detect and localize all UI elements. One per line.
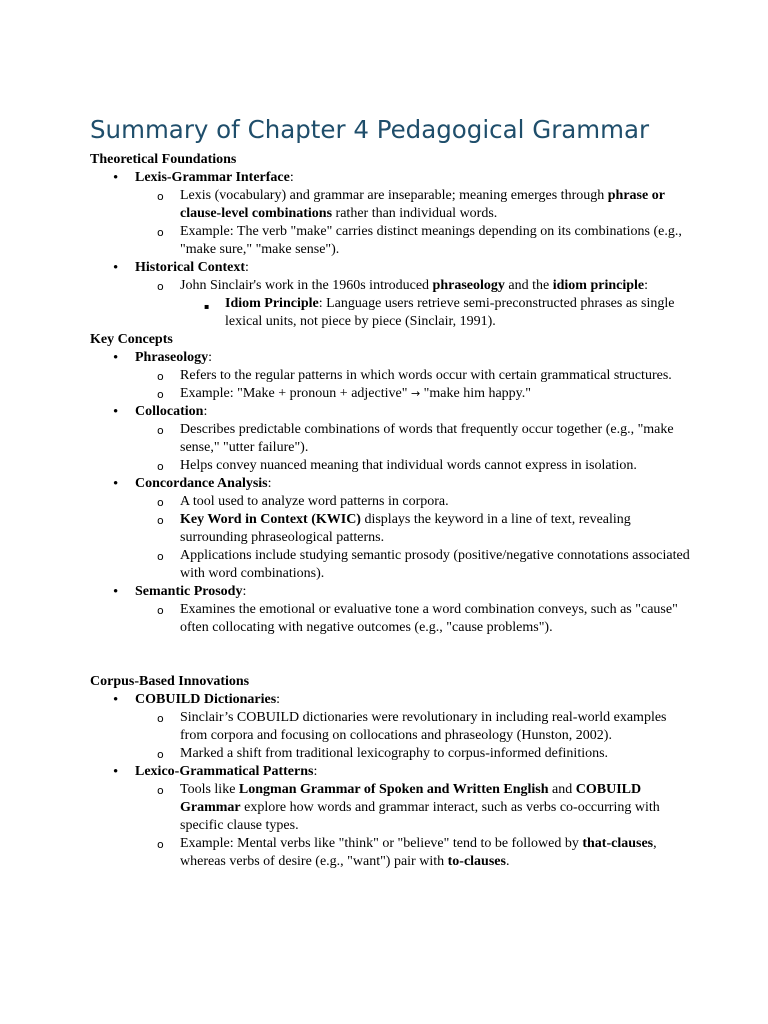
list-item: o Example: "Make + pronoun + adjective" → "make him happy." [135, 385, 690, 403]
bullet-list [90, 691, 690, 871]
circle-bullet-icon: o [157, 226, 164, 239]
circle-bullet-icon: o [157, 514, 164, 527]
circle-bullet-icon: o [157, 280, 164, 293]
list-item: o Example: The verb "make" carries distinct meanings depending on its combinations (e.g., "make sure," "make sense"). [157, 224, 682, 257]
term: Lexico-Grammatical Patterns [135, 764, 314, 779]
term: COBUILD Dictionaries [135, 692, 277, 707]
bullet-icon: • [113, 350, 119, 366]
section-heading: Theoretical Foundations [90, 152, 237, 167]
list-item: o Refers to the regular patterns in which words occur with certain grammatical structures. [135, 367, 690, 385]
term: Phraseology [135, 350, 209, 365]
section-key-concepts [90, 331, 690, 637]
bullet-icon: • [113, 764, 119, 780]
term: Lexis-Grammar Interface [135, 170, 290, 185]
bullet-icon: • [113, 260, 119, 276]
circle-bullet-icon: o [157, 604, 164, 617]
term: Historical Context [135, 260, 246, 275]
circle-bullet-icon: o [157, 496, 164, 509]
list-item: o A tool used to analyze word patterns in corpora. [135, 493, 690, 511]
circle-bullet-icon: o [157, 190, 164, 203]
circle-bullet-icon: o [157, 460, 164, 473]
section-corpus-based-innovations [90, 673, 690, 871]
list-item: o Applications include studying semantic prosody (positive/negative connotations associated with word combinations). [157, 548, 690, 581]
circle-bullet-icon: o [157, 838, 164, 851]
circle-bullet-icon: o [157, 712, 164, 725]
list-item: o Marked a shift from traditional lexicography to corpus-informed definitions. [135, 745, 690, 763]
list-item: o Sinclair’s COBUILD dictionaries were revolutionary in including real-world examples from corpora and focusing on collocations and phraseology (Hunston, 2002). [157, 710, 667, 743]
circle-bullet-icon: o [157, 748, 164, 761]
list-item: • Collocation: o Describes predictable combinations of words that frequently occur together (e.g., "make sense," "utter failure"). o Helps convey nuanced meaning that individual words cannot express in isolation. [90, 403, 690, 475]
circle-bullet-icon: o [157, 370, 164, 383]
term: Collocation [135, 404, 204, 419]
bullet-icon: • [113, 584, 119, 600]
bullet-icon: • [113, 692, 119, 708]
list-item: o Describes predictable combinations of words that frequently occur together (e.g., "make sense," "utter failure"). [157, 422, 674, 455]
section-heading: Corpus-Based Innovations [90, 674, 250, 689]
section-theoretical-foundations [90, 151, 690, 331]
bullet-list [90, 169, 690, 331]
arrow-right-icon: → [410, 387, 421, 400]
term: Semantic Prosody [135, 584, 243, 599]
bullet-icon: • [113, 476, 119, 492]
document-body [90, 113, 690, 871]
list-item: o Lexis (vocabulary) and grammar are inseparable; meaning emerges through phrase or clause-level combinations rather than individual words. [157, 188, 665, 221]
bullet-icon: • [113, 404, 119, 420]
section-heading: Key Concepts [90, 332, 173, 347]
term: Concordance Analysis [135, 476, 268, 491]
list-item: • COBUILD Dictionaries: o Sinclair’s COBUILD dictionaries were revolutionary in including real-world examples from corpora and focusing on collocations and phraseology (Hunston, 2002). o Marked a shift from traditional lexicography to corpus-informed definitions. [90, 691, 690, 763]
square-bullet-icon: ▪ [204, 302, 210, 311]
list-item: o Tools like Longman Grammar of Spoken and Written English and COBUILD Grammar explore how words and grammar interact, such as verbs co-occurring with specific clause types. [157, 782, 660, 833]
bullet-icon: • [113, 170, 119, 186]
page-title: Summary of Chapter 4 Pedagogical Grammar [90, 115, 650, 144]
list-item: o Key Word in Context (KWIC) displays the keyword in a line of text, revealing surrounding phraseological patterns. [157, 512, 631, 545]
list-item: o John Sinclair's work in the 1960s introduced phraseology and the idiom principle: ▪ Idiom Principle: Language users retrieve semi-preconstructed phrases as single lexical units, not piece by piece (Sinclair, 1991). [135, 277, 690, 331]
bullet-list [90, 349, 690, 637]
list-item: o Examines the emotional or evaluative tone a word combination conveys, such as "cause" often collocating with negative outcomes (e.g., "cause problems"). [157, 602, 678, 635]
list-item: • Phraseology: o Refers to the regular patterns in which words occur with certain grammatical structures. o Example: "Make + pronoun + adjective" → "make him happy." [90, 349, 690, 403]
circle-bullet-icon: o [157, 424, 164, 437]
list-item: • Concordance Analysis: o A tool used to analyze word patterns in corpora. o Key Word in Context (KWIC) displays the keyword in a line of text, revealing surrounding phraseological patterns. o Applications include studying semantic prosody (positive/negative connotations associated with word combinations). [113, 476, 690, 581]
list-item: o Example: Mental verbs like "think" or "believe" tend to be followed by that-clauses, whereas verbs of desire (e.g., "want") pair with to-clauses. [157, 836, 657, 869]
list-item: • Lexico-Grammatical Patterns: o Tools like Longman Grammar of Spoken and Written English and COBUILD Grammar explore how words and grammar interact, such as verbs co-occurring with specific clause types. o Example: Mental verbs like "think" or "believe" tend to be followed by that-clauses, whereas verbs of desire (e.g., "want") pair with to-clauses. [90, 763, 690, 871]
circle-bullet-icon: o [157, 784, 164, 797]
list-item: o Helps convey nuanced meaning that individual words cannot express in isolation. [135, 457, 690, 475]
circle-bullet-icon: o [157, 388, 164, 401]
list-item: • Lexis-Grammar Interface: o Lexis (vocabulary) and grammar are inseparable; meaning emerges through phrase or clause-level combinations rather than individual words. o Example: The verb "make" carries distinct meanings depending on its combinations (e.g., "make sure," "make sense"). [90, 169, 690, 259]
list-item: • Historical Context: o John Sinclair's work in the 1960s introduced phraseology and the idiom principle: ▪ Idiom Principle: Language users retrieve semi-preconstructed phrases as single lexical units, not piece by piece (Sinclair, 1991). [90, 259, 690, 331]
circle-bullet-icon: o [157, 550, 164, 563]
list-item: • Semantic Prosody: o Examines the emotional or evaluative tone a word combination conveys, such as "cause" often collocating with negative outcomes (e.g., "cause problems"). [90, 583, 690, 637]
list-item: ▪ Idiom Principle: Language users retrieve semi-preconstructed phrases as single lexical units, not piece by piece (Sinclair, 1991). [204, 296, 675, 329]
